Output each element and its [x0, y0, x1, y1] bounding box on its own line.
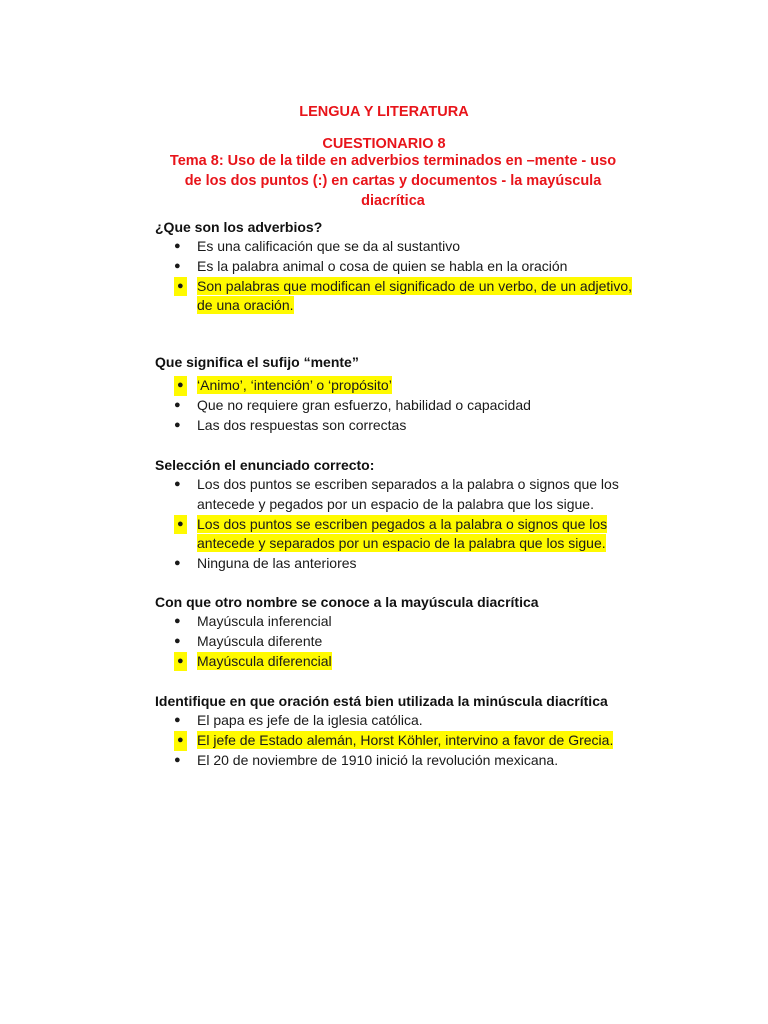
- question-title: Identifique en que oración está bien utilizada la minúscula diacrítica: [155, 693, 608, 709]
- list-item: [155, 475, 635, 515]
- option-text: Ninguna de las anteriores: [197, 555, 357, 572]
- options-list: [155, 711, 675, 770]
- options-list: [155, 475, 635, 574]
- bullet-icon: ●: [174, 634, 181, 647]
- options-list: [155, 612, 635, 671]
- list-item: [155, 257, 635, 277]
- bullet-icon: ●: [174, 557, 181, 570]
- bullet-icon: ●: [174, 753, 181, 766]
- option-text: Son palabras que modifican el significado de un verbo, de un adjetivo, de una oración.: [197, 277, 633, 314]
- list-item-highlighted: [155, 515, 635, 555]
- list-item: [155, 396, 635, 416]
- option-text: Las dos respuestas son correctas: [197, 416, 407, 433]
- bullet-icon: ●: [174, 478, 181, 490]
- bullet-icon: ●: [174, 615, 181, 627]
- bullet-icon: ●: [174, 731, 187, 751]
- list-item-highlighted: [155, 376, 635, 396]
- option-text: Los dos puntos se escriben separados a la palabra o signos que los antecede y pegados por un espacio de la palabra que los sigue.: [197, 476, 619, 512]
- option-text: Es la palabra animal o cosa de quien se habla en la oración: [197, 257, 568, 274]
- option-text: El 20 de noviembre de 1910 inició la revolución mexicana.: [197, 751, 559, 768]
- list-item: [155, 612, 635, 632]
- list-item-highlighted: [155, 652, 635, 672]
- subject-title: LENGUA Y LITERATURA: [299, 104, 469, 120]
- list-item: [155, 751, 675, 771]
- topic-title: Tema 8: Uso de la tilde en adverbios terminados en –mente - uso de los dos puntos (:) en cartas y documentos - la mayúscula diacrítica: [169, 153, 617, 209]
- question-title: Selección el enunciado correcto:: [155, 457, 375, 473]
- bullet-icon: ●: [174, 714, 181, 726]
- option-text: Que no requiere gran esfuerzo, habilidad o capacidad: [197, 396, 531, 413]
- bullet-icon: ●: [174, 259, 181, 272]
- option-text: Mayúscula diferencial: [197, 652, 332, 669]
- bullet-icon: ●: [174, 277, 187, 297]
- list-item-highlighted: [155, 731, 675, 751]
- quiz-title: CUESTIONARIO 8: [322, 136, 446, 152]
- list-item: [155, 632, 635, 652]
- list-item: [155, 554, 635, 574]
- question-title: Que significa el sufijo “mente”: [155, 354, 359, 370]
- options-list: [155, 237, 635, 316]
- option-text: Los dos puntos se escriben pegados a la palabra o signos que los antecede y separados por un espacio de la palabra que los sigue.: [197, 515, 608, 552]
- question-title: ¿Que son los adverbios?: [155, 219, 323, 235]
- bullet-icon: ●: [174, 398, 181, 411]
- bullet-icon: ●: [174, 652, 187, 672]
- list-item: [155, 416, 635, 436]
- bullet-icon: ●: [174, 418, 181, 431]
- question-title: Con que otro nombre se conoce a la mayúscula diacrítica: [155, 594, 539, 610]
- list-item: [155, 237, 635, 257]
- list-item: [155, 711, 675, 731]
- bullet-icon: ●: [174, 515, 187, 535]
- bullet-icon: ●: [174, 240, 181, 252]
- option-text: Es una calificación que se da al sustantivo: [197, 238, 461, 254]
- option-text: Mayúscula diferente: [197, 632, 323, 649]
- list-item-highlighted: [155, 277, 635, 317]
- option-text: El jefe de Estado alemán, Horst Köhler, intervino a favor de Grecia.: [197, 731, 614, 748]
- option-text: El papa es jefe de la iglesia católica.: [197, 712, 423, 728]
- options-list: [155, 376, 635, 435]
- option-text: Mayúscula inferencial: [197, 613, 332, 629]
- bullet-icon: ●: [174, 376, 187, 396]
- option-text: ‘Animo’, ‘intención’ o ‘propósito’: [197, 377, 392, 393]
